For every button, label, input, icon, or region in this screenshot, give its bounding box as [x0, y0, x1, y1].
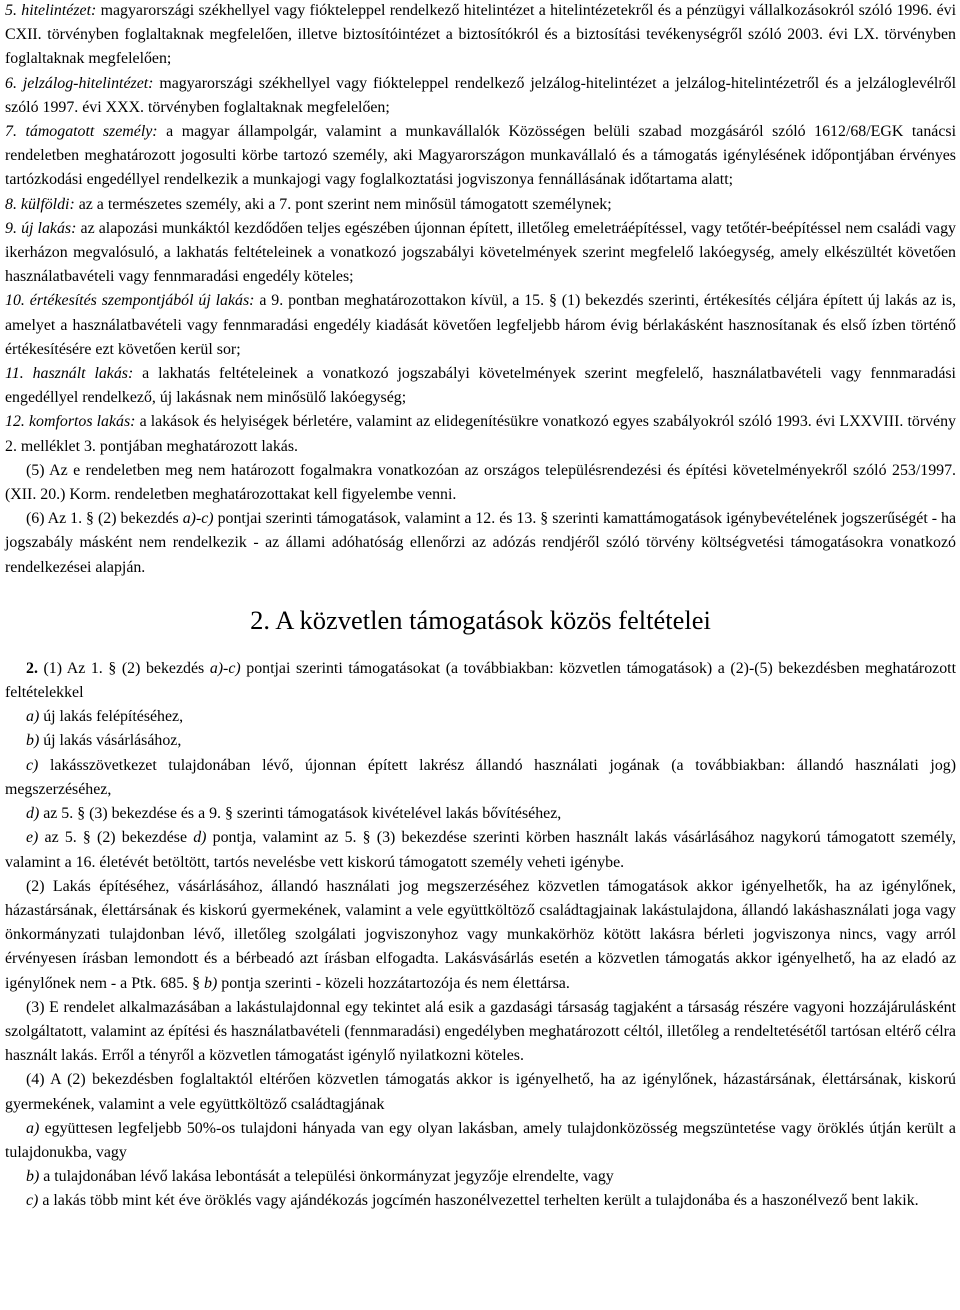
definition-text: az a természetes személy, aki a 7. pont szerint nem minősül támogatott személynek; — [74, 195, 612, 213]
section-text: (1) Az 1. § (2) bekezdés — [37, 659, 210, 677]
definition-text: az alapozási munkáktól kezdődően teljes egészében újonnan épített, illetőleg emeletráépítéssel, vagy tetőtér-beépítéssel nem családi vagy ikerházon megvalósuló, a lakhatás feltételeinek a vonatkozó jogszabályi követelmények szerint megfelelő lakóegység, amely elkészültét követően használatbavételi vagy fennmaradási engedély köteles; — [5, 219, 956, 286]
definition-term: új lakás: — [21, 219, 77, 237]
definition-text: magyarországi székhellyel vagy fiókteleppel rendelkező hitelintézet a hitelintézetekről és a pénzügyi vállalkozásokról szóló 1996. évi CXII. törvényben foglaltaknak megfelelően, illetve biztosítóintézet a biztosítókról és a biztosítási tevékenységről szóló 2003. évi LX. törvényben foglaltaknak megfelelően; — [5, 2, 956, 68]
section-2-paragraph-2 — [5, 875, 956, 996]
paragraph-5: (5) Az e rendeletben meg nem határozott fogalmakra vonatkozóan az országos településrendezési és építési követelményekről szóló 253/1997. (XII. 20.) Korm. rendeletben meghatározottakat kell figyelembe venni. — [5, 461, 956, 504]
section-ref: a)-c) — [209, 659, 241, 677]
section-2-paragraph-4: (4) A (2) bekezdésben foglaltaktól eltérően közvetlen támogatás akkor is igényelhető, ha az igénylőnek, házastársának, élettársának, kiskorú gyermekének, valamint a vele együttköltöző családtagjának — [5, 1071, 956, 1113]
list-item-text: új lakás felépítéséhez, — [39, 708, 184, 726]
definition-number: 9. — [5, 219, 17, 237]
definition-number: 8. — [5, 195, 17, 213]
definition-term: támogatott személy: — [25, 123, 158, 141]
list-item-b — [5, 729, 956, 753]
paragraph-6-ref: a)-c) — [182, 510, 214, 528]
definition-5 — [5, 0, 956, 72]
section-heading-wrap — [5, 604, 956, 636]
paragraph-text-cont: pontja szerinti - közeli hozzátartozója és nem élettársa. — [217, 974, 570, 992]
definition-number: 10. — [5, 292, 25, 310]
list-item-text: együttesen legfeljebb 50%-os tulajdoni hányada van egy olyan lakásban, amely tulajdonközösség megszüntetése vagy öröklés útján került a tulajdonukba, vagy — [5, 1119, 956, 1161]
list-item-a — [5, 705, 956, 729]
section-2-paragraph-3: (3) E rendelet alkalmazásában a lakástulajdonnal egy tekintet alá esik a gazdasági társaság tagjaként a társaság részére vagyoni hozzájárulásként szolgáltatott, valamint az építési és használatbavételi (fennmaradási) engedélyben meghatározott céltól, illetőleg a rendeltetésétől tartósan eltérő célra használt lakás. Erről a tényről a közvetlen támogatást igénylő nyilatkozni köteles. — [5, 998, 956, 1065]
definition-number: 6. — [5, 74, 17, 92]
paragraph-6-text-cont: pontjai szerinti támogatások, valamint a 12. és 13. § szerinti kamattámogatások igénybevételének jogszerűségét - ha jogszabály másként nem rendelkezik - az állami adóhatóság ellenőrzi az adózás rendjéről szóló törvény költségvetési támogatásokra vonatkozó rendelkezései alapján. — [5, 510, 956, 576]
paragraph-6 — [5, 507, 956, 580]
list-item-label: b) — [26, 1168, 40, 1186]
list-item-text-cont: pontja, valamint az 5. § (3) bekezdése szerinti körben használt lakás vásárlásához nagykorú támogatott személy, valamint a 16. életévét betöltött, tartós nevelésbe vett kiskorú támogatott személy veheti igénybe. — [5, 829, 956, 871]
definition-number: 12. — [5, 413, 25, 431]
definition-10 — [5, 289, 956, 362]
definition-number: 11. — [5, 365, 24, 383]
list-item-text: az 5. § (2) bekezdése — [38, 829, 194, 847]
list-item-ref: d) — [193, 829, 207, 847]
definition-11 — [5, 362, 956, 410]
paragraph-ref: b) — [204, 974, 218, 992]
section-2-paragraph-1 — [5, 657, 956, 705]
list-item-label: b) — [26, 732, 40, 750]
definition-text: magyarországi székhellyel vagy fiókteleppel rendelkező jelzálog-hitelintézet a jelzálog-hitelintézetről és a jelzáloglevélről szóló 1997. évi XXX. törvényben foglaltaknak megfelelően; — [5, 74, 956, 116]
definition-term: használt lakás: — [32, 365, 134, 383]
definitions-list — [5, 0, 956, 580]
definition-number: 7. — [5, 123, 17, 141]
definition-text: a lakhatás feltételeinek a vonatkozó jogszabályi követelmények szerint megfelelő, használatbavételi vagy fennmaradási engedéllyel rendelkező, új lakásnak nem minősülő lakóegység; — [5, 365, 956, 407]
list-item-text: a lakás több mint két éve öröklés vagy ajándékozás jogcímén haszonélvezettel terhelten került a tulajdonába és a haszonélvező bent lakik. — [38, 1192, 919, 1210]
list-item-text: lakásszövetkezet tulajdonában lévő, újonnan épített lakrész állandó használati jogának (a továbbiakban: állandó használati jog) megszerzéséhez, — [5, 756, 956, 798]
section-2-body — [5, 657, 956, 1214]
definition-number: 5. — [5, 2, 17, 19]
paragraph-4-item-b — [5, 1165, 956, 1189]
paragraph-4-item-a — [5, 1117, 956, 1165]
definition-term: jelzálog-hitelintézet: — [22, 74, 154, 92]
list-item-label: c) — [26, 756, 39, 774]
list-item-e — [5, 826, 956, 874]
section-heading: 2. A közvetlen támogatások közös feltételei — [250, 604, 711, 635]
paragraph-4-item-c — [5, 1189, 956, 1213]
definition-text: a 9. pontban meghatározottakon kívül, a 15. § (1) bekezdés szerinti, értékesítés céljára épített új lakás az is, amelyet a használatbavételi vagy fennmaradási engedély kiadását követően legfeljebb három évig bérlakásként hasznosítanak és első ízben történő értékesítésére ezt követően kerül sor; — [5, 292, 956, 358]
definition-text: a magyar állampolgár, valamint a munkavállalók Közösségen belüli szabad mozgásáról szóló 1612/68/EGK tanácsi rendeletben meghatározott jogosulti körbe tartozó személy, aki Magyarországon munkavállaló és a támogatás igénylésének időpontjában érvényes tartózkodási engedéllyel rendelkezik a munkajogi vagy foglalkoztatási jogviszonya fennállásának időtartama alatt; — [5, 123, 956, 189]
definition-term: külföldi: — [20, 195, 75, 213]
list-item-label: a) — [26, 708, 40, 726]
list-item-text: a tulajdonában lévő lakása lebontását a települési önkormányzat jegyzője elrendelte, vagy — [39, 1168, 614, 1186]
list-item-text: az 5. § (3) bekezdése és a 9. § szerinti támogatások kivételével lakás bővítéséhez, — [39, 805, 562, 823]
list-item-label: d) — [26, 805, 40, 823]
section-text-cont: pontjai szerinti támogatásokat (a továbbiakban: közvetlen támogatások) a (2)-(5) bekezdésben meghatározott feltételekkel — [5, 659, 956, 702]
definition-8 — [5, 193, 956, 217]
list-item-text: új lakás vásárlásához, — [39, 732, 182, 750]
list-item-label: e) — [26, 829, 39, 847]
list-item-d — [5, 802, 956, 826]
definition-12 — [5, 410, 956, 458]
definition-term: hitelintézet: — [21, 2, 97, 19]
list-item-label: a) — [26, 1119, 40, 1137]
definition-6 — [5, 72, 956, 120]
paragraph-6-text: (6) Az 1. § (2) bekezdés — [26, 510, 183, 528]
definition-term: komfortos lakás: — [28, 413, 136, 431]
definition-term: értékesítés szempontjából új lakás: — [29, 292, 255, 310]
paragraph-text: (2) Lakás építéséhez, vásárlásához, állandó használati jog megszerzéséhez közvetlen támogatások akkor igényelhetők, ha az igénylőnek, házastársának, élettársának és kiskorú gyermekének, valamint a vele együttköltöző családtagjainak lakástulajdona, állandó lakáshasználati joga vagy önkormányzati tulajdonban lévő, illetőleg szolgálati jogviszonyhoz vagy munkakörhöz kötött lakásra bérleti jogviszonya nincs, vagy arról érvényesen írásban lemondott és a bérbeadó azt írásban elfogadta. Lakásvásárlás esetén a közvetlen támogatás akkor igényelhető, ha az eladó az igénylőnek nem - a Ptk. 685. § — [5, 877, 956, 992]
list-item-label: c) — [26, 1192, 39, 1210]
section-number: 2. — [26, 659, 38, 677]
list-item-c — [5, 754, 956, 802]
definition-text: a lakások és helyiségek bérletére, valamint az elidegenítésükre vonatkozó egyes szabályokról szóló 1993. évi LXXVIII. törvény 2. melléklet 3. pontjában meghatározott lakás. — [5, 413, 956, 455]
definition-9 — [5, 217, 956, 290]
definition-7 — [5, 120, 956, 193]
